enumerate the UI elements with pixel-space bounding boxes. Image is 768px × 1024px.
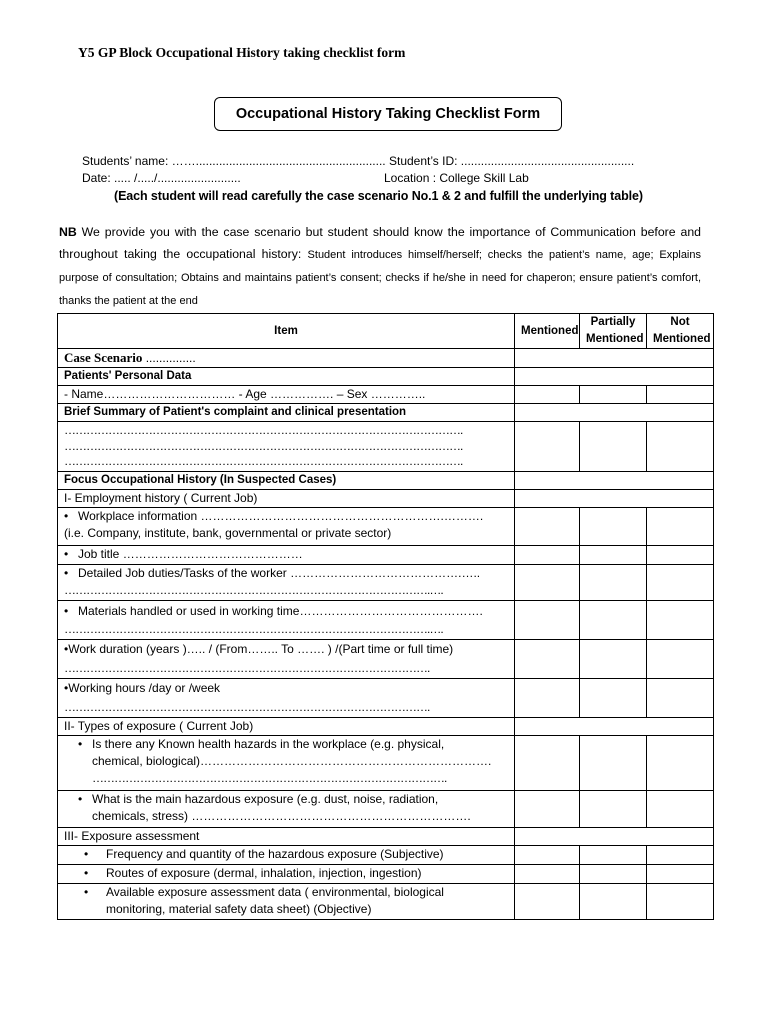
table-row bbox=[58, 679, 714, 718]
summary-line: ………………………………………………………………………………………………. bbox=[64, 438, 463, 453]
partially-mentioned-cell[interactable] bbox=[580, 640, 647, 679]
work-duration-line: ………………………………………………………………………………………. bbox=[64, 661, 430, 675]
bullet-icon: • bbox=[64, 547, 69, 561]
personal-data-heading: Patients' Personal Data bbox=[58, 368, 515, 386]
mentioned-cell[interactable] bbox=[515, 884, 580, 920]
not-mentioned-cell[interactable] bbox=[647, 791, 714, 828]
not-mentioned-cell[interactable] bbox=[647, 846, 714, 865]
not-mentioned-cell[interactable] bbox=[647, 508, 714, 546]
table-row bbox=[58, 422, 714, 472]
checklist-table bbox=[57, 313, 714, 920]
exposure-data-cont: monitoring, material safety data sheet) (Objective) bbox=[106, 902, 372, 916]
partially-mentioned-cell[interactable] bbox=[580, 386, 647, 404]
table-row bbox=[58, 828, 714, 846]
partially-mentioned-cell[interactable] bbox=[580, 846, 647, 865]
summary-line: ………………………………………………………………………………………………. bbox=[64, 454, 463, 468]
table-row bbox=[58, 736, 714, 791]
partially-mentioned-cell[interactable] bbox=[580, 679, 647, 718]
nb-paragraph bbox=[59, 221, 701, 312]
known-hazards-line: ……………………………………………………………………………………. bbox=[92, 771, 447, 785]
name-age-sex-row: - Name…………………………… - Age ……………. – Sex ………….. bbox=[58, 386, 515, 404]
table-row bbox=[58, 349, 714, 368]
nb-label: NB bbox=[59, 225, 77, 239]
case-scenario-label: Case Scenario bbox=[64, 350, 143, 365]
bullet-icon: • bbox=[84, 847, 89, 861]
known-hazards: Is there any Known health hazards in the workplace (e.g. physical, bbox=[92, 737, 445, 751]
materials-line: ……………………………………………………………………………………….…. bbox=[64, 622, 443, 636]
nb-text-main: We provide you with the case scenario but student should know the importance of Communication before and throughout taking the occupational history: bbox=[59, 225, 701, 261]
employment-history-heading: I- Employment history ( Current Job) bbox=[58, 490, 515, 508]
mentioned-cell[interactable] bbox=[515, 422, 580, 472]
exposure-data: Available exposure assessment data ( environmental, biological bbox=[106, 885, 444, 899]
location-line: Location : College Skill Lab bbox=[384, 171, 529, 185]
table-row bbox=[58, 386, 714, 404]
bullet-icon: • bbox=[64, 566, 69, 580]
not-mentioned-cell[interactable] bbox=[647, 679, 714, 718]
header-partially-mentioned: Partially Mentioned bbox=[580, 314, 647, 349]
partially-mentioned-cell[interactable] bbox=[580, 865, 647, 884]
frequency-quantity: Frequency and quantity of the hazardous exposure (Subjective) bbox=[106, 847, 444, 861]
form-title: Occupational History Taking Checklist Form bbox=[235, 106, 541, 122]
table-row bbox=[58, 565, 714, 601]
table-row bbox=[58, 865, 714, 884]
nb-text-small: Student introduces himself/herself; checks the patient’s name, age; Explains purpose of consultation; Obtains and maintains patient’s consent; checks if he/she in need for chaperon; ensure patient’s comfort, thanks the patient at the end bbox=[59, 249, 701, 307]
table-row bbox=[58, 846, 714, 865]
table-header-row bbox=[58, 314, 714, 349]
workplace-info: Workplace information …………………………………………………….………. bbox=[78, 509, 484, 523]
not-mentioned-cell[interactable] bbox=[647, 546, 714, 565]
case-scenario-blank bbox=[515, 349, 714, 368]
table-row bbox=[58, 472, 714, 490]
table-row bbox=[58, 640, 714, 679]
working-hours: Working hours /day or /week bbox=[68, 681, 221, 695]
mentioned-cell[interactable] bbox=[515, 865, 580, 884]
table-row bbox=[58, 404, 714, 422]
not-mentioned-cell[interactable] bbox=[647, 422, 714, 472]
partially-mentioned-cell[interactable] bbox=[580, 508, 647, 546]
bullet-icon: • bbox=[64, 509, 69, 523]
mentioned-cell[interactable] bbox=[515, 546, 580, 565]
partially-mentioned-cell[interactable] bbox=[580, 546, 647, 565]
not-mentioned-cell[interactable] bbox=[647, 640, 714, 679]
table-row bbox=[58, 718, 714, 736]
bullet-icon: • bbox=[84, 885, 89, 899]
main-exposure-cont: chemicals, stress) ……………………………………………………………. bbox=[92, 809, 471, 823]
bullet-icon: • bbox=[78, 792, 83, 806]
case-scenario-dots: ............... bbox=[142, 351, 196, 365]
mentioned-cell[interactable] bbox=[515, 791, 580, 828]
not-mentioned-cell[interactable] bbox=[647, 884, 714, 920]
not-mentioned-cell[interactable] bbox=[647, 736, 714, 791]
bullet-icon: • bbox=[64, 604, 69, 618]
not-mentioned-cell[interactable] bbox=[647, 386, 714, 404]
table-row bbox=[58, 884, 714, 920]
mentioned-cell[interactable] bbox=[515, 508, 580, 546]
exposure-assessment-heading: III- Exposure assessment bbox=[58, 828, 515, 846]
table-row bbox=[58, 490, 714, 508]
header-mentioned: Mentioned bbox=[515, 314, 580, 349]
exposure-types-heading: II- Types of exposure ( Current Job) bbox=[58, 718, 515, 736]
form-title-box bbox=[214, 97, 562, 131]
table-row bbox=[58, 601, 714, 640]
not-mentioned-cell[interactable] bbox=[647, 601, 714, 640]
date-line: Date: ..... /...../......................... bbox=[82, 171, 241, 185]
mentioned-cell[interactable] bbox=[515, 736, 580, 791]
instruction-line: (Each student will read carefully the case scenario No.1 & 2 and fulfill the underlying table) bbox=[114, 189, 643, 203]
bullet-icon: • bbox=[64, 681, 69, 695]
bullet-icon: • bbox=[84, 866, 89, 880]
table-row bbox=[58, 546, 714, 565]
not-mentioned-cell[interactable] bbox=[647, 565, 714, 601]
header-not-mentioned: Not Mentioned bbox=[647, 314, 714, 349]
partially-mentioned-cell[interactable] bbox=[580, 601, 647, 640]
not-mentioned-cell[interactable] bbox=[647, 865, 714, 884]
mentioned-cell[interactable] bbox=[515, 846, 580, 865]
student-name-id-line: Students’ name: ……......................................................... Student’s ID: .................................................... bbox=[82, 154, 635, 168]
routes-of-exposure: Routes of exposure (dermal, inhalation, injection, ingestion) bbox=[106, 866, 422, 880]
job-duties-line: ……………………………………………………………………………………….…. bbox=[64, 583, 443, 597]
document-title: Y5 GP Block Occupational History taking checklist form bbox=[78, 45, 406, 60]
bullet-icon: • bbox=[64, 642, 69, 656]
job-duties: Detailed Job duties/Tasks of the worker …………………………………….….. bbox=[78, 566, 481, 580]
partially-mentioned-cell[interactable] bbox=[580, 791, 647, 828]
working-hours-line: ………………………………………………………………………………………. bbox=[64, 700, 430, 714]
header-item: Item bbox=[58, 314, 515, 349]
partially-mentioned-cell[interactable] bbox=[580, 565, 647, 601]
partially-mentioned-cell[interactable] bbox=[580, 422, 647, 472]
mentioned-cell[interactable] bbox=[515, 679, 580, 718]
partially-mentioned-cell[interactable] bbox=[580, 736, 647, 791]
table-row bbox=[58, 368, 714, 386]
workplace-info-example: (i.e. Company, institute, bank, governmental or private sector) bbox=[64, 526, 392, 540]
mentioned-cell[interactable] bbox=[515, 640, 580, 679]
summary-line: ………………………………………………………………………………………………. bbox=[64, 423, 463, 437]
mentioned-cell[interactable] bbox=[515, 601, 580, 640]
focus-history-heading: Focus Occupational History (In Suspected Cases) bbox=[58, 472, 515, 490]
partially-mentioned-cell[interactable] bbox=[580, 884, 647, 920]
table-row bbox=[58, 791, 714, 828]
main-exposure: What is the main hazardous exposure (e.g. dust, noise, radiation, bbox=[92, 792, 439, 806]
job-title: Job title ……………………………………… bbox=[78, 547, 303, 561]
table-row bbox=[58, 508, 714, 546]
work-duration: Work duration (years )….. / (From…….. To ……. ) /(Part time or full time) bbox=[68, 642, 454, 656]
mentioned-cell[interactable] bbox=[515, 386, 580, 404]
bullet-icon: • bbox=[78, 737, 83, 751]
materials-handled: Materials handled or used in working time………………………………………. bbox=[78, 604, 483, 618]
brief-summary-heading: Brief Summary of Patient's complaint and clinical presentation bbox=[58, 404, 515, 422]
known-hazards-cont: chemical, biological)………………………………………………………………. bbox=[92, 754, 492, 768]
mentioned-cell[interactable] bbox=[515, 565, 580, 601]
